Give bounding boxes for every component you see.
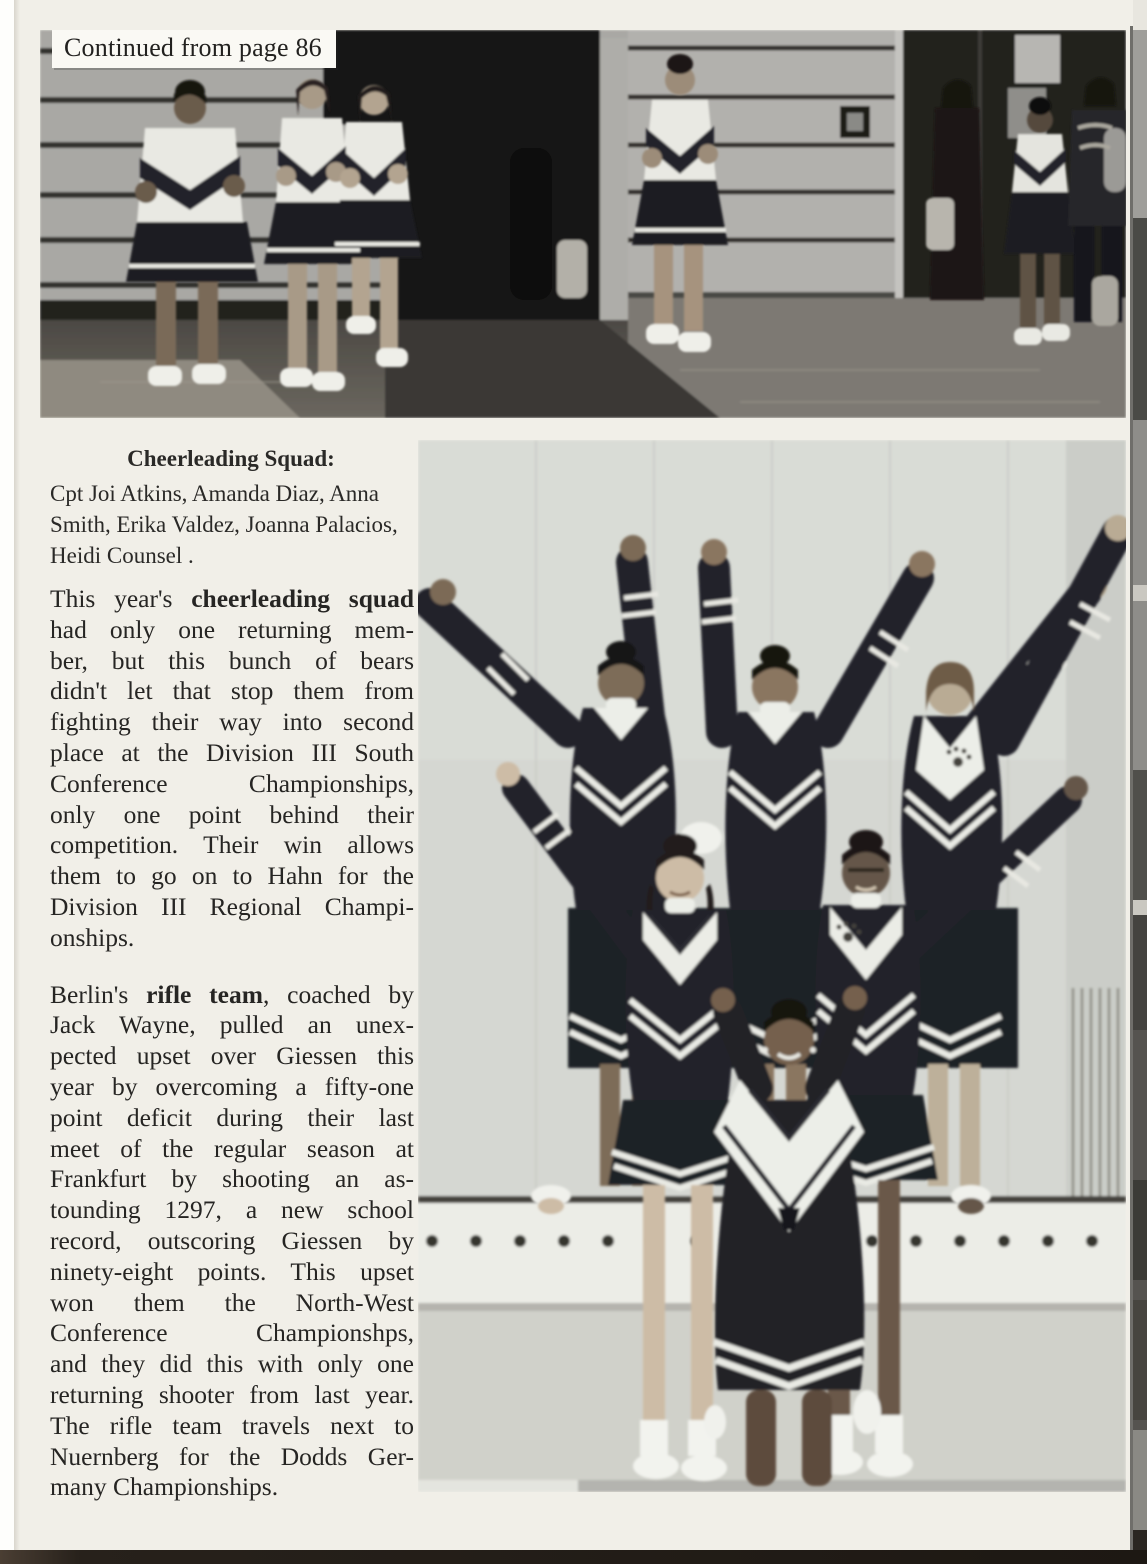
caption-title: Cheerleading Squad: <box>127 446 335 471</box>
text-line: many Championships. <box>50 1472 279 1502</box>
text-line: Frankfurt by shooting an as- <box>50 1164 414 1194</box>
text-line: won them the North-West <box>50 1287 414 1317</box>
text-line: This year's cheerleading squad <box>50 584 415 613</box>
text-line: ninety-eight points. This upset <box>50 1256 414 1286</box>
page-binding-edge <box>1133 0 1147 1564</box>
page-crease-line <box>1130 26 1133 1564</box>
text-line: fighting their way into second <box>50 707 414 737</box>
text-line: didn't let that stop them from <box>50 676 414 706</box>
text-line: point deficit during their last <box>50 1102 414 1132</box>
text-line: tounding 1297, a new school <box>50 1195 414 1225</box>
text-line: Cpt Joi Atkins, Amanda Diaz, Anna <box>50 481 380 506</box>
article-text <box>50 584 414 1529</box>
text-line: onships. <box>50 922 135 952</box>
text-line: Jack Wayne, pulled an unex- <box>50 1010 414 1040</box>
cheerleading-action-photo <box>40 30 1126 418</box>
text-line: competition. Their win allows <box>50 830 414 860</box>
text-line: Division III Regional Champi- <box>50 891 414 921</box>
squad-pyramid-photo <box>418 440 1126 1492</box>
text-line: Berlin's rifle team, coached by <box>50 979 414 1009</box>
text-line: The rifle team travels next to <box>50 1410 414 1440</box>
text-line: pected upset over Giessen this <box>50 1041 414 1071</box>
text-line: and they did this with only one <box>50 1349 414 1379</box>
text-line: had only one returning mem- <box>50 614 414 644</box>
page-left-crease <box>14 0 20 1564</box>
text-line: Heidi Counsel . <box>50 543 194 568</box>
text-line: Smith, Erika Valdez, Joanna Palacios, <box>50 512 398 537</box>
text-line: meet of the regular season at <box>50 1133 414 1163</box>
page-left-edge <box>0 0 14 1564</box>
text-line: ber, but this bunch of bears <box>50 645 414 675</box>
photo-caption <box>50 446 412 571</box>
page-bottom-edge <box>0 1550 1147 1564</box>
paragraph <box>50 584 414 954</box>
continued-from-label: Continued from page 86 <box>52 30 336 68</box>
text-line: returning shooter from last year. <box>50 1379 414 1409</box>
text-line: only one point behind their <box>50 799 414 829</box>
text-line: Conference Championshps, <box>50 1318 414 1348</box>
text-line: record, outscoring Giessen by <box>50 1225 414 1255</box>
paragraph <box>50 980 414 1504</box>
text-line: year by overcoming a fifty-one <box>50 1071 414 1101</box>
text-line: Conference Championships, <box>50 768 414 798</box>
caption-names <box>50 478 412 571</box>
text-line: place at the Division III South <box>50 737 414 767</box>
text-line: Nuernberg for the Dodds Ger- <box>50 1441 414 1471</box>
text-line: them to go on to Hahn for the <box>50 861 414 891</box>
